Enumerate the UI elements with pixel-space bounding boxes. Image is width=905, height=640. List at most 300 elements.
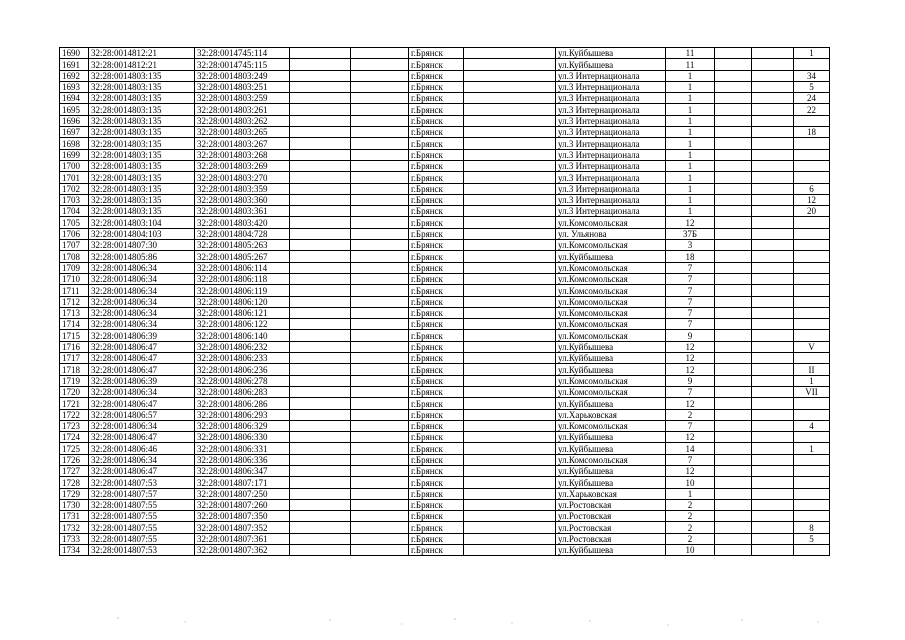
cell-blank5: [752, 217, 794, 228]
cell-blank5: [752, 138, 794, 149]
cell-blank4: [715, 160, 752, 171]
cell-city: г.Брянск: [409, 251, 464, 262]
cell-object: 32:28:0014807:350: [195, 511, 290, 522]
cell-blank1: [290, 522, 351, 533]
cell-num: 1711: [60, 285, 89, 296]
cell-blank3: [464, 432, 556, 443]
cell-blank3: [464, 443, 556, 454]
table-row: [60, 375, 830, 386]
cell-apt: [794, 499, 830, 510]
cell-blank1: [290, 48, 351, 59]
table-row: [60, 443, 830, 454]
cell-blank5: [752, 443, 794, 454]
table-row: [60, 522, 830, 533]
cell-blank4: [715, 59, 752, 70]
cell-street: ул.Комсомольская: [556, 240, 666, 251]
cell-house: 1: [666, 93, 715, 104]
cell-apt: [794, 330, 830, 341]
cell-blank4: [715, 465, 752, 476]
cell-object: 32:28:0014806:236: [195, 364, 290, 375]
cell-blank2: [351, 217, 409, 228]
cell-parcel: 32:28:0014806:47: [89, 432, 195, 443]
cell-street: ул.Комсомольская: [556, 273, 666, 284]
cell-blank3: [464, 217, 556, 228]
cell-parcel: 32:28:0014803:135: [89, 138, 195, 149]
cell-blank2: [351, 206, 409, 217]
cell-blank5: [752, 386, 794, 397]
cell-blank4: [715, 285, 752, 296]
cell-num: 1731: [60, 511, 89, 522]
cell-blank2: [351, 251, 409, 262]
cell-parcel: 32:28:0014807:55: [89, 511, 195, 522]
cell-num: 1718: [60, 364, 89, 375]
cell-apt: II: [794, 364, 830, 375]
cell-blank2: [351, 409, 409, 420]
cell-blank4: [715, 420, 752, 431]
cell-blank5: [752, 465, 794, 476]
table-row: [60, 533, 830, 544]
cell-blank5: [752, 206, 794, 217]
cell-house: 12: [666, 465, 715, 476]
cell-apt: [794, 160, 830, 171]
cell-parcel: 32:28:0014806:47: [89, 398, 195, 409]
cell-blank1: [290, 353, 351, 364]
cell-house: 12: [666, 432, 715, 443]
cell-street: ул.Ростовская: [556, 533, 666, 544]
cell-apt: [794, 465, 830, 476]
cell-num: 1690: [60, 48, 89, 59]
cell-blank5: [752, 285, 794, 296]
cell-parcel: 32:28:0014806:34: [89, 262, 195, 273]
cell-blank5: [752, 307, 794, 318]
cell-city: г.Брянск: [409, 545, 464, 556]
cell-blank4: [715, 364, 752, 375]
cell-apt: 8: [794, 522, 830, 533]
cell-object: 32:28:0014806:118: [195, 273, 290, 284]
cell-blank1: [290, 465, 351, 476]
cell-city: г.Брянск: [409, 81, 464, 92]
cell-apt: [794, 511, 830, 522]
cell-city: г.Брянск: [409, 104, 464, 115]
cell-object: 32:28:0014807:362: [195, 545, 290, 556]
cell-house: 1: [666, 138, 715, 149]
cell-blank3: [464, 149, 556, 160]
cell-num: 1699: [60, 149, 89, 160]
cell-apt: [794, 477, 830, 488]
cell-blank1: [290, 341, 351, 352]
cell-parcel: 32:28:0014803:135: [89, 206, 195, 217]
cell-blank2: [351, 465, 409, 476]
cell-street: ул.Куйбышева: [556, 477, 666, 488]
cell-num: 1702: [60, 183, 89, 194]
cell-city: г.Брянск: [409, 217, 464, 228]
cell-blank2: [351, 138, 409, 149]
cell-blank2: [351, 115, 409, 126]
cell-blank1: [290, 160, 351, 171]
table-row: [60, 160, 830, 171]
cell-blank4: [715, 398, 752, 409]
cell-blank4: [715, 228, 752, 239]
table-row: [60, 398, 830, 409]
cell-blank3: [464, 251, 556, 262]
cell-blank1: [290, 251, 351, 262]
cell-blank5: [752, 194, 794, 205]
cell-blank3: [464, 307, 556, 318]
table-row: [60, 172, 830, 183]
cell-object: 32:28:0014806:122: [195, 319, 290, 330]
cell-blank2: [351, 488, 409, 499]
table-row: [60, 386, 830, 397]
cell-city: г.Брянск: [409, 330, 464, 341]
cell-city: г.Брянск: [409, 499, 464, 510]
cell-street: ул.Куйбышева: [556, 545, 666, 556]
table-row: [60, 432, 830, 443]
cell-city: г.Брянск: [409, 353, 464, 364]
table-row: [60, 285, 830, 296]
cell-city: г.Брянск: [409, 409, 464, 420]
cell-apt: [794, 262, 830, 273]
table-row: [60, 454, 830, 465]
cell-house: 1: [666, 206, 715, 217]
table-row: [60, 545, 830, 556]
table-row: [60, 59, 830, 70]
cell-object: 32:28:0014803:268: [195, 149, 290, 160]
table-row: [60, 194, 830, 205]
cell-object: 32:28:0014806:347: [195, 465, 290, 476]
cell-parcel: 32:28:0014806:34: [89, 307, 195, 318]
cell-blank4: [715, 127, 752, 138]
cell-house: 1: [666, 160, 715, 171]
cell-num: 1697: [60, 127, 89, 138]
cell-house: 14: [666, 443, 715, 454]
cell-blank5: [752, 330, 794, 341]
cell-apt: [794, 273, 830, 284]
cell-blank4: [715, 296, 752, 307]
cell-apt: [794, 409, 830, 420]
cell-blank3: [464, 127, 556, 138]
cell-apt: [794, 454, 830, 465]
cell-num: 1696: [60, 115, 89, 126]
cell-apt: [794, 353, 830, 364]
cell-city: г.Брянск: [409, 307, 464, 318]
cell-house: 1: [666, 127, 715, 138]
cell-apt: 12: [794, 194, 830, 205]
cell-house: 1: [666, 104, 715, 115]
cell-blank3: [464, 194, 556, 205]
cell-blank3: [464, 341, 556, 352]
cell-street: ул.3 Интернационала: [556, 160, 666, 171]
cell-city: г.Брянск: [409, 285, 464, 296]
cell-blank3: [464, 104, 556, 115]
cell-city: г.Брянск: [409, 127, 464, 138]
cell-blank3: [464, 364, 556, 375]
cell-object: 32:28:0014806:278: [195, 375, 290, 386]
cell-blank3: [464, 511, 556, 522]
cell-object: 32:28:0014803:259: [195, 93, 290, 104]
cell-blank3: [464, 386, 556, 397]
cell-blank5: [752, 296, 794, 307]
cell-house: 7: [666, 420, 715, 431]
cell-num: 1733: [60, 533, 89, 544]
cell-object: 32:28:0014806:283: [195, 386, 290, 397]
cell-num: 1730: [60, 499, 89, 510]
cell-blank5: [752, 160, 794, 171]
cell-blank2: [351, 443, 409, 454]
cell-num: 1715: [60, 330, 89, 341]
cell-parcel: 32:28:0014806:34: [89, 285, 195, 296]
cell-blank5: [752, 48, 794, 59]
cell-blank3: [464, 398, 556, 409]
cell-object: 32:28:0014807:361: [195, 533, 290, 544]
cell-blank1: [290, 217, 351, 228]
cell-blank3: [464, 183, 556, 194]
cell-blank3: [464, 499, 556, 510]
cell-city: г.Брянск: [409, 138, 464, 149]
cell-blank5: [752, 341, 794, 352]
cell-parcel: 32:28:0014807:55: [89, 533, 195, 544]
cell-num: 1714: [60, 319, 89, 330]
cell-blank5: [752, 353, 794, 364]
cell-parcel: 32:28:0014806:34: [89, 319, 195, 330]
cell-blank2: [351, 432, 409, 443]
cell-blank4: [715, 511, 752, 522]
cell-num: 1729: [60, 488, 89, 499]
cell-object: 32:28:0014745:115: [195, 59, 290, 70]
cell-blank2: [351, 364, 409, 375]
cell-house: 7: [666, 296, 715, 307]
cell-blank3: [464, 353, 556, 364]
cell-parcel: 32:28:0014806:47: [89, 353, 195, 364]
cell-object: 32:28:0014806:286: [195, 398, 290, 409]
cell-blank1: [290, 488, 351, 499]
cell-blank2: [351, 307, 409, 318]
cell-parcel: 32:28:0014803:135: [89, 115, 195, 126]
cell-apt: [794, 398, 830, 409]
cell-blank2: [351, 183, 409, 194]
cell-blank5: [752, 375, 794, 386]
cell-blank1: [290, 273, 351, 284]
cell-apt: 4: [794, 420, 830, 431]
cell-blank4: [715, 443, 752, 454]
cell-blank3: [464, 533, 556, 544]
cell-street: ул.3 Интернационала: [556, 194, 666, 205]
cell-blank5: [752, 545, 794, 556]
cell-city: г.Брянск: [409, 420, 464, 431]
cell-house: 9: [666, 375, 715, 386]
cell-blank1: [290, 398, 351, 409]
cell-apt: 1: [794, 48, 830, 59]
cell-num: 1727: [60, 465, 89, 476]
cell-blank5: [752, 364, 794, 375]
cell-blank4: [715, 488, 752, 499]
cell-num: 1710: [60, 273, 89, 284]
cell-blank4: [715, 409, 752, 420]
cell-parcel: 32:28:0014806:34: [89, 386, 195, 397]
cell-blank4: [715, 93, 752, 104]
table-row: [60, 499, 830, 510]
cell-num: 1712: [60, 296, 89, 307]
cell-parcel: 32:28:0014807:57: [89, 488, 195, 499]
cell-blank2: [351, 228, 409, 239]
cell-street: ул.Куйбышева: [556, 398, 666, 409]
cell-blank1: [290, 149, 351, 160]
cell-apt: 22: [794, 104, 830, 115]
cell-parcel: 32:28:0014806:47: [89, 465, 195, 476]
cell-blank1: [290, 454, 351, 465]
cell-object: 32:28:0014803:269: [195, 160, 290, 171]
cell-blank2: [351, 59, 409, 70]
cell-street: ул.3 Интернационала: [556, 115, 666, 126]
cell-blank1: [290, 93, 351, 104]
cell-num: 1706: [60, 228, 89, 239]
cell-blank3: [464, 488, 556, 499]
cell-blank4: [715, 172, 752, 183]
cell-object: 32:28:0014806:293: [195, 409, 290, 420]
table-row: [60, 138, 830, 149]
cell-house: 18: [666, 251, 715, 262]
cell-num: 1708: [60, 251, 89, 262]
cell-blank2: [351, 420, 409, 431]
cell-blank2: [351, 104, 409, 115]
cell-house: 9: [666, 330, 715, 341]
cell-num: 1721: [60, 398, 89, 409]
cell-street: ул.3 Интернационала: [556, 127, 666, 138]
cell-street: ул.Куйбышева: [556, 353, 666, 364]
cell-blank2: [351, 386, 409, 397]
cell-blank2: [351, 545, 409, 556]
cell-blank5: [752, 115, 794, 126]
cell-num: 1719: [60, 375, 89, 386]
cell-blank5: [752, 499, 794, 510]
cell-blank3: [464, 206, 556, 217]
cell-house: 7: [666, 285, 715, 296]
cell-object: 32:28:0014803:261: [195, 104, 290, 115]
cell-apt: [794, 228, 830, 239]
cell-object: 32:28:0014803:265: [195, 127, 290, 138]
cell-num: 1698: [60, 138, 89, 149]
cell-blank4: [715, 115, 752, 126]
cell-street: ул.3 Интернационала: [556, 70, 666, 81]
cell-blank3: [464, 465, 556, 476]
cell-street: ул.3 Интернационала: [556, 104, 666, 115]
cell-blank2: [351, 330, 409, 341]
table-row: [60, 296, 830, 307]
cell-house: 12: [666, 217, 715, 228]
cell-blank3: [464, 319, 556, 330]
cell-num: 1724: [60, 432, 89, 443]
table-row: [60, 307, 830, 318]
cell-city: г.Брянск: [409, 533, 464, 544]
cell-blank1: [290, 375, 351, 386]
cell-apt: [794, 432, 830, 443]
cell-blank2: [351, 149, 409, 160]
cell-object: 32:28:0014806:114: [195, 262, 290, 273]
registry-table-body: [60, 48, 830, 556]
cell-num: 1701: [60, 172, 89, 183]
cell-city: г.Брянск: [409, 511, 464, 522]
cell-object: 32:28:0014803:251: [195, 81, 290, 92]
cell-parcel: 32:28:0014806:46: [89, 443, 195, 454]
cell-blank5: [752, 93, 794, 104]
cell-parcel: 32:28:0014803:104: [89, 217, 195, 228]
cell-apt: [794, 59, 830, 70]
cell-blank4: [715, 81, 752, 92]
cell-city: г.Брянск: [409, 172, 464, 183]
cell-apt: [794, 285, 830, 296]
cell-blank5: [752, 172, 794, 183]
cell-parcel: 32:28:0014807:55: [89, 522, 195, 533]
cell-blank3: [464, 273, 556, 284]
cell-street: ул.Комсомольская: [556, 420, 666, 431]
cell-apt: 34: [794, 70, 830, 81]
table-row: [60, 228, 830, 239]
cell-blank2: [351, 172, 409, 183]
cell-blank1: [290, 545, 351, 556]
cell-object: 32:28:0014803:262: [195, 115, 290, 126]
cell-apt: [794, 307, 830, 318]
cell-city: г.Брянск: [409, 160, 464, 171]
cell-object: 32:28:0014745:114: [195, 48, 290, 59]
cell-blank1: [290, 443, 351, 454]
cell-house: 1: [666, 70, 715, 81]
cell-blank2: [351, 477, 409, 488]
cell-blank2: [351, 499, 409, 510]
cell-object: 32:28:0014804:728: [195, 228, 290, 239]
cell-blank2: [351, 341, 409, 352]
cell-blank4: [715, 353, 752, 364]
cell-num: 1705: [60, 217, 89, 228]
cell-street: ул.Комсомольская: [556, 307, 666, 318]
cell-parcel: 32:28:0014803:135: [89, 172, 195, 183]
cell-blank5: [752, 59, 794, 70]
cell-blank4: [715, 499, 752, 510]
cell-blank3: [464, 545, 556, 556]
cell-parcel: 32:28:0014805:86: [89, 251, 195, 262]
cell-blank3: [464, 477, 556, 488]
cell-object: 32:28:0014806:331: [195, 443, 290, 454]
cell-blank1: [290, 511, 351, 522]
cell-street: ул.Комсомольская: [556, 375, 666, 386]
table-row: [60, 81, 830, 92]
cell-parcel: 32:28:0014806:39: [89, 375, 195, 386]
cell-object: 32:28:0014807:352: [195, 522, 290, 533]
cell-blank3: [464, 59, 556, 70]
cell-blank4: [715, 194, 752, 205]
cell-apt: V: [794, 341, 830, 352]
cell-blank4: [715, 48, 752, 59]
cell-house: 37Б: [666, 228, 715, 239]
cell-blank5: [752, 522, 794, 533]
table-row: [60, 273, 830, 284]
cell-blank1: [290, 307, 351, 318]
cell-apt: 1: [794, 375, 830, 386]
cell-object: 32:28:0014806:121: [195, 307, 290, 318]
cell-apt: VII: [794, 386, 830, 397]
table-row: [60, 104, 830, 115]
cell-apt: [794, 172, 830, 183]
cell-object: 32:28:0014806:140: [195, 330, 290, 341]
cell-blank4: [715, 454, 752, 465]
cell-street: ул.Куйбышева: [556, 48, 666, 59]
cell-street: ул.3 Интернационала: [556, 172, 666, 183]
cell-blank1: [290, 138, 351, 149]
cell-street: ул.Комсомольская: [556, 319, 666, 330]
cell-blank2: [351, 194, 409, 205]
cell-blank1: [290, 206, 351, 217]
cell-blank2: [351, 285, 409, 296]
cell-parcel: 32:28:0014803:135: [89, 149, 195, 160]
cell-blank3: [464, 81, 556, 92]
